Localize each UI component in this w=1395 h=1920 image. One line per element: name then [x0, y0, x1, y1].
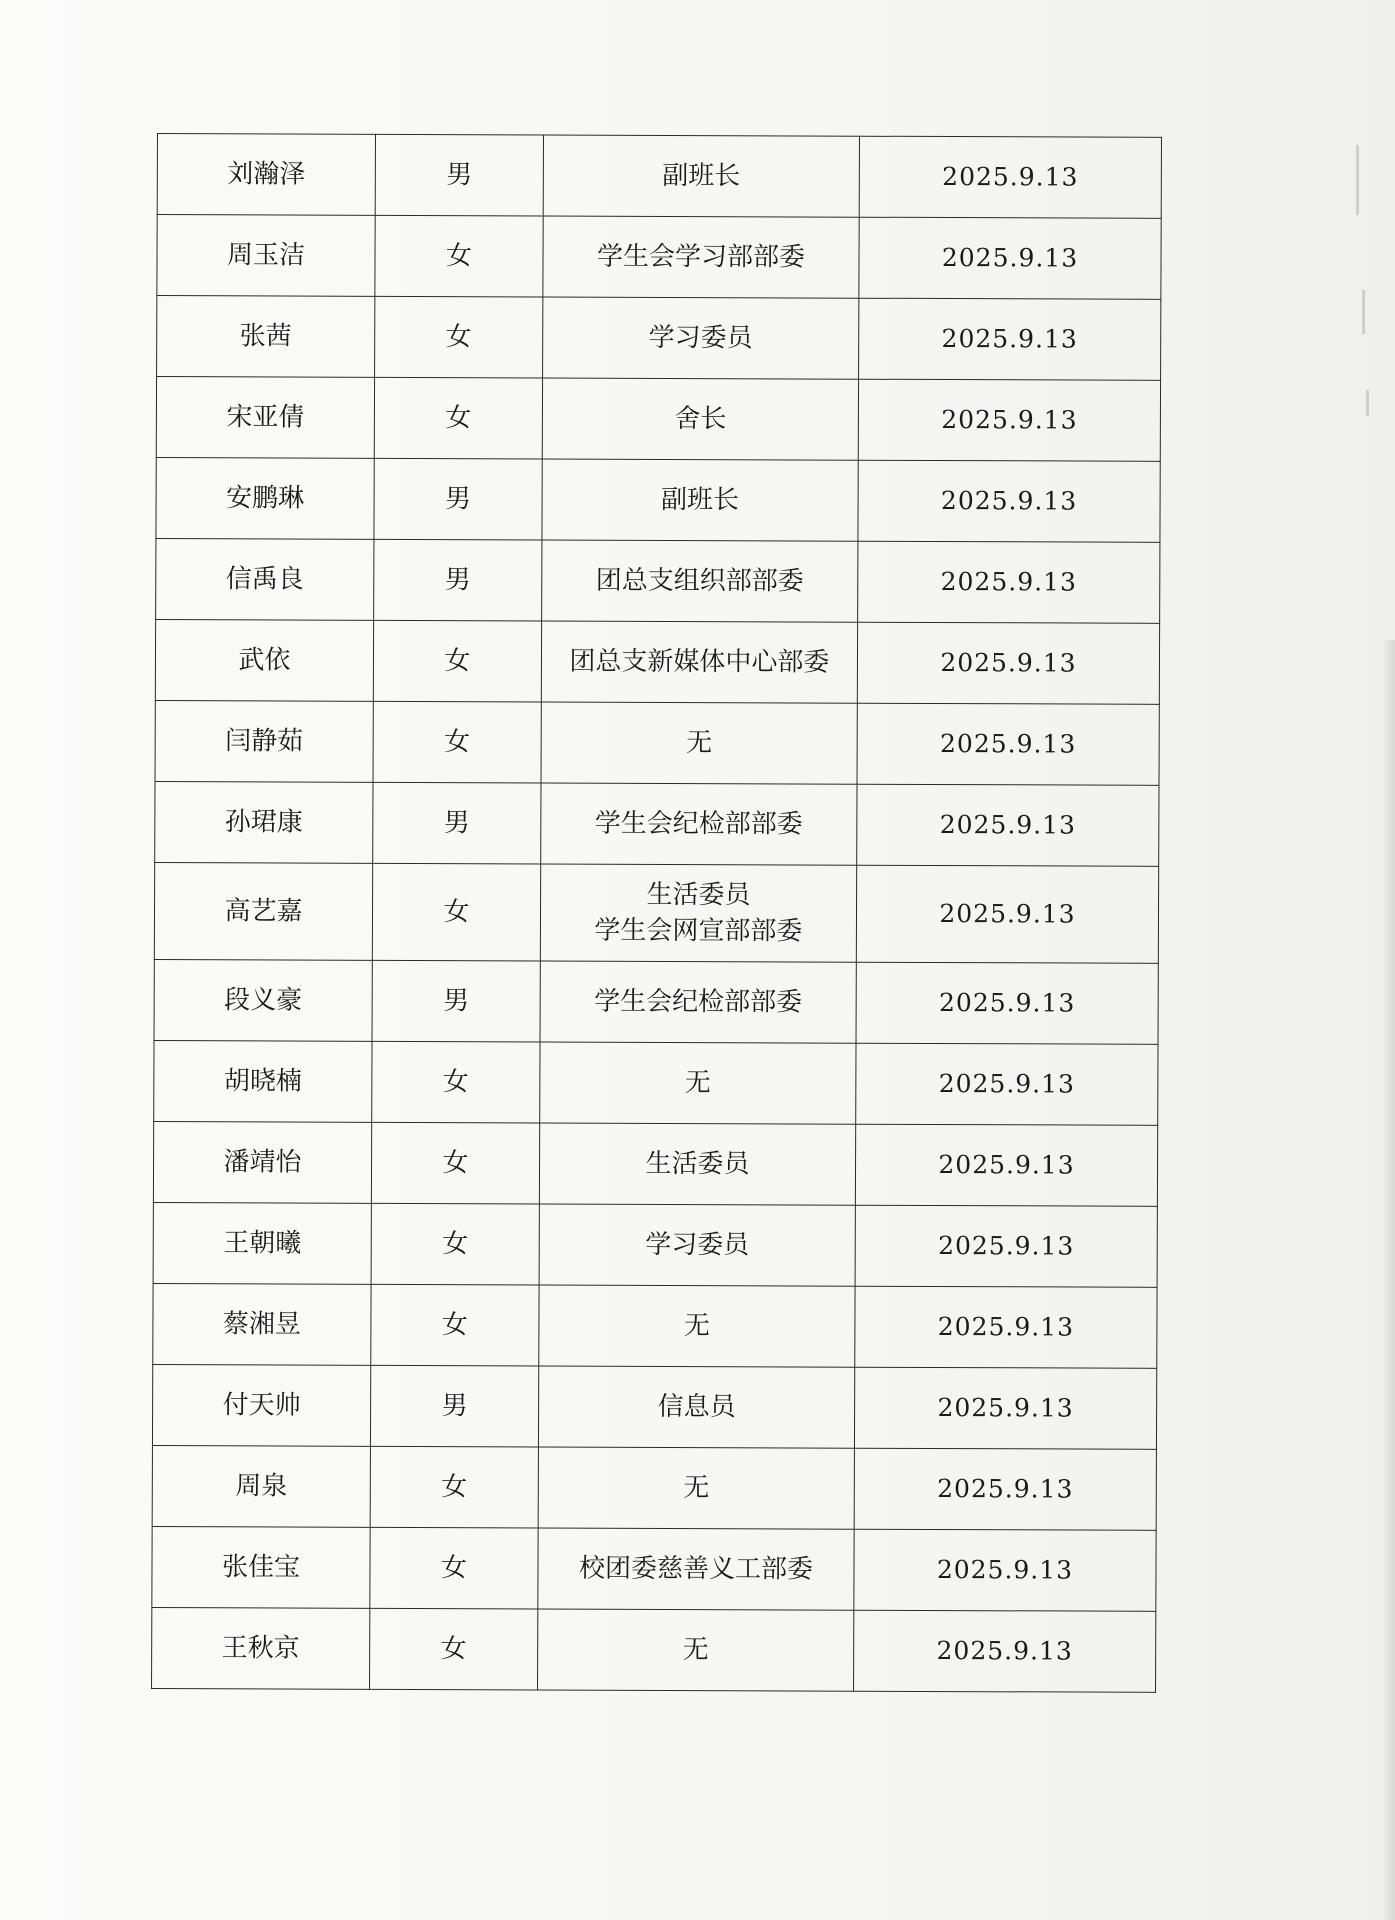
date-cell: 2025.9.13	[857, 703, 1159, 785]
table-row	[156, 457, 1160, 542]
position-line: 校团委慈善义工部委	[578, 1553, 814, 1585]
gender-cell: 女	[371, 1284, 539, 1366]
position-cell	[540, 961, 856, 1043]
position-line: 生活委员	[645, 1148, 750, 1180]
position-line: 学生会纪检部部委	[594, 808, 803, 840]
table-row	[152, 1607, 1156, 1692]
student-name-cell: 信禹良	[156, 538, 374, 620]
position-line: 团总支组织部部委	[595, 565, 804, 597]
roster-table	[151, 133, 1162, 1693]
gender-cell: 女	[373, 701, 541, 783]
student-name-cell: 王朝曦	[153, 1202, 371, 1284]
position-cell	[538, 1528, 854, 1610]
date-cell: 2025.9.13	[856, 1043, 1158, 1125]
gender-cell: 女	[372, 1041, 540, 1123]
position-cell	[540, 864, 856, 962]
student-name-cell: 张佳宝	[152, 1526, 370, 1608]
date-cell: 2025.9.13	[858, 460, 1160, 542]
gender-cell: 女	[370, 1608, 538, 1690]
position-line: 团总支新媒体中心部委	[569, 646, 830, 678]
gender-cell: 男	[374, 458, 542, 540]
table-row	[154, 862, 1158, 963]
position-cell	[543, 216, 859, 298]
position-line: 生活委员	[646, 879, 751, 911]
table-row	[156, 377, 1160, 462]
student-name-cell: 蔡湘昱	[153, 1283, 371, 1365]
date-cell: 2025.9.13	[855, 1205, 1157, 1287]
table-row	[157, 296, 1161, 381]
student-name-cell: 张茜	[157, 296, 375, 378]
student-name-cell: 宋亚倩	[156, 377, 374, 459]
position-line: 无	[686, 728, 713, 759]
table-row	[157, 134, 1161, 219]
position-cell	[541, 702, 857, 784]
table-row	[156, 538, 1160, 623]
gender-cell: 女	[370, 1527, 538, 1609]
date-cell: 2025.9.13	[857, 622, 1159, 704]
gender-cell: 女	[372, 863, 540, 961]
roster-table-body	[152, 134, 1162, 1693]
position-cell	[538, 1447, 854, 1529]
gender-cell: 男	[373, 782, 541, 864]
gender-cell: 女	[371, 1122, 539, 1204]
student-name-cell: 周玉洁	[157, 215, 375, 297]
position-cell	[539, 1285, 855, 1367]
position-line: 学习委员	[648, 322, 753, 354]
page-edge-shadow	[1381, 640, 1395, 1920]
position-line: 无	[682, 1635, 709, 1666]
scan-edge-mark	[1356, 145, 1359, 215]
position-cell	[542, 378, 858, 460]
position-line: 学生会纪检部部委	[594, 986, 803, 1018]
position-cell	[541, 621, 857, 703]
student-name-cell: 安鹏琳	[156, 457, 374, 539]
scan-edge-mark	[1362, 290, 1365, 334]
position-cell	[543, 297, 859, 379]
date-cell: 2025.9.13	[859, 217, 1161, 299]
gender-cell: 男	[375, 134, 543, 216]
student-name-cell: 潘靖怡	[153, 1121, 371, 1203]
date-cell: 2025.9.13	[859, 136, 1161, 218]
gender-cell: 女	[370, 1446, 538, 1528]
position-cell	[539, 1123, 855, 1205]
table-row	[155, 700, 1159, 785]
gender-cell: 女	[373, 620, 541, 702]
gender-cell: 男	[374, 539, 542, 621]
gender-cell: 女	[374, 377, 542, 459]
date-cell: 2025.9.13	[858, 541, 1160, 623]
student-name-cell: 高艺嘉	[154, 862, 372, 960]
gender-cell: 女	[375, 296, 543, 378]
gender-cell: 女	[371, 1203, 539, 1285]
position-line: 学生会学习部部委	[596, 241, 806, 273]
student-name-cell: 周泉	[152, 1445, 370, 1527]
table-row	[155, 619, 1159, 704]
table-row	[157, 215, 1161, 300]
date-cell: 2025.9.13	[856, 962, 1158, 1044]
student-name-cell: 付天帅	[152, 1364, 370, 1446]
position-line: 副班长	[662, 160, 741, 192]
student-name-cell: 王秋京	[152, 1607, 370, 1689]
position-line: 无	[683, 1311, 710, 1342]
position-line: 副班长	[661, 484, 740, 516]
position-cell	[542, 459, 858, 541]
position-line: 无	[683, 1473, 710, 1504]
gender-cell: 男	[372, 960, 540, 1042]
student-name-cell: 胡晓楠	[154, 1040, 372, 1122]
student-name-cell: 孙珺康	[155, 781, 373, 863]
table-row	[153, 1202, 1157, 1287]
date-cell: 2025.9.13	[854, 1367, 1156, 1449]
position-line: 舍长	[674, 403, 727, 435]
date-cell: 2025.9.13	[859, 298, 1161, 380]
position-line: 学习委员	[645, 1229, 750, 1261]
table-row	[152, 1364, 1156, 1449]
position-cell	[538, 1609, 854, 1691]
date-cell: 2025.9.13	[855, 1124, 1157, 1206]
position-cell	[541, 783, 857, 865]
position-line: 信息员	[657, 1391, 736, 1423]
position-line: 无	[684, 1068, 711, 1099]
position-line: 学生会网宣部部委	[594, 915, 803, 947]
date-cell: 2025.9.13	[854, 1448, 1156, 1530]
position-cell	[539, 1204, 855, 1286]
date-cell: 2025.9.13	[855, 1286, 1157, 1368]
student-name-cell: 闫静茹	[155, 700, 373, 782]
gender-cell: 男	[370, 1365, 538, 1447]
table-row	[152, 1526, 1156, 1611]
table-row	[154, 959, 1158, 1044]
date-cell: 2025.9.13	[854, 1529, 1156, 1611]
student-name-cell: 武依	[155, 619, 373, 701]
scan-edge-mark	[1366, 390, 1369, 416]
position-cell	[538, 1366, 854, 1448]
table-row	[153, 1283, 1157, 1368]
date-cell: 2025.9.13	[856, 865, 1158, 963]
position-cell	[540, 1042, 856, 1124]
date-cell: 2025.9.13	[857, 784, 1159, 866]
date-cell: 2025.9.13	[854, 1610, 1156, 1692]
gender-cell: 女	[375, 215, 543, 297]
table-row	[152, 1445, 1156, 1530]
table-row	[154, 1040, 1158, 1125]
student-name-cell: 段义豪	[154, 959, 372, 1041]
table-row	[153, 1121, 1157, 1206]
position-cell	[543, 135, 859, 217]
student-name-cell: 刘瀚泽	[157, 134, 375, 216]
date-cell: 2025.9.13	[858, 379, 1160, 461]
position-cell	[542, 540, 858, 622]
table-row	[155, 781, 1159, 866]
